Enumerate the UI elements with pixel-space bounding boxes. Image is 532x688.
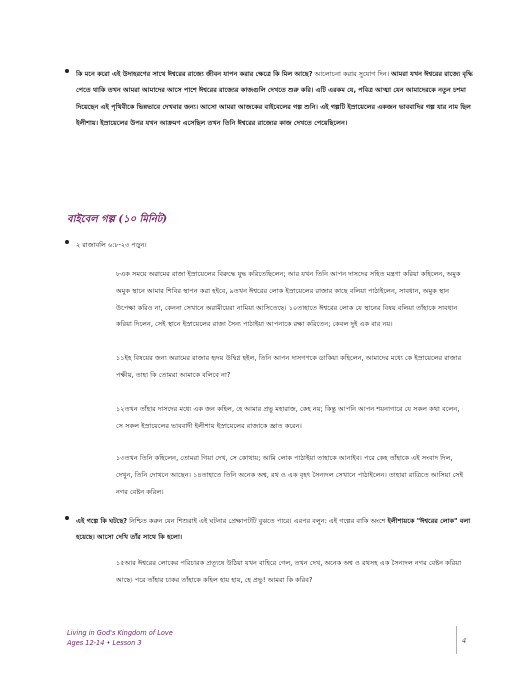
discussion-bullet-1 xyxy=(76,66,476,132)
bullet-1-text xyxy=(76,66,476,132)
story-paragraph: ১২তখন তাঁহার দাসদের মধ্যে এক জন কহিল, হে আমার প্রভু মহারাজ, কেহ নয়; কিন্তু আপনি আপন শয়নাগারে যে সকল কথা বলেন, সে সকল ইস্রায়েলের ভাববাদী ইলীশায় ইস্রায়েলের রাজাকে জ্ঞাত করেন। xyxy=(116,405,460,430)
section-heading: বাইবেল গল্প (১০ মিনিট) xyxy=(67,214,167,225)
scripture-reference: ২ রাজাবলি ৬:৮-২৩ পড়ুন। xyxy=(76,241,147,249)
discussion-bullet-2 xyxy=(76,513,476,546)
footer-series-title: Living in God's Kingdom of Love xyxy=(67,629,173,637)
story-paragraph: ৮এক সময়ে অরামের রাজা ইস্রায়েলের বিরুদ্ধে যুদ্ধ করিতেছিলেন; আর যখন তিনি আপন দাসদের সহিত মন্ত্রণা করিয়া কহিলেন, অমুক অমুক স্থানে আমার শিবির স্থাপন করা হইবে, ৯তখন ঈশ্বরের লোক ইস্রায়েলের রাজার কাছে বলিয়া পাঠাইলেন, সাবধান, অমুক স্থান উপেক্ষা করিও না, কেননা সেখানে অরামীয়েরা নামিয়া আসিতেছে। ১০তাহাতে ঈশ্বরের লোক যে স্থানের বিষয় বলিয়া তাঁহাকে সাবধান করিয়া দিলেন, সেই স্থানে ইস্রায়েলের রাজা সৈন্য পাঠাইয়া আপনাকে রক্ষা করিতেন; কেবল দুই এক বার নয়। xyxy=(116,270,461,329)
bullet-marker xyxy=(65,240,69,244)
story-paragraph: ১১ইহ বিষয়ের জন্য অরামের রাজার হৃদয় উদ্বিগ্ন হইল, তিনি আপন দাসগণকে ডাকিয়া কহিলেন, আমাদের মধ্যে কে ইস্রায়েলের রাজার পক্ষীয়, তাহা কি তোমরা আমাকে বলিবে না? xyxy=(116,354,462,379)
reading-bullet xyxy=(76,237,476,253)
teacher-prompt: নিশ্চিত করুন যেন শিশুরাই এই ঘটনার প্রেক্ষাপটটি বুঝতে পারে। এরপর বলুন: এই গল্পের বাকি অংশে xyxy=(127,517,386,525)
bullet-3-text xyxy=(76,513,476,546)
page-footer xyxy=(67,629,173,648)
teacher-prompt: আলোচনা করার সুযোগ দিন। xyxy=(312,70,390,78)
footer-lesson-info: Ages 12-14 • Lesson 3 xyxy=(67,638,142,647)
page-number: 4 xyxy=(462,637,467,645)
story-paragraph: ১৩তখন তিনি কহিলেন, তোমরা গিয়া দেখ, সে কোথায়; আমি লোক পাঠাইয়া তাহাকে আনাইব। পরে কেহ তাঁহাকে এই সংবাদ দিল, দেখুন, তিনি দোথনে আছেন। ১৪তাহাতে তিনি অনেক অশ্ব, রথ ও এক বৃহৎ সৈন্যদল সেখানে পাঠাইলেন। তাহারা রাত্রিতে আসিয়া সেই নগর বেষ্টন করিল। xyxy=(116,454,464,496)
footer-divider xyxy=(456,626,457,654)
discussion-body: ইলীশায়কে "ঈশ্বরের লোক" বলা হয়েছে। আসো দেখি তাঁর সাথে কি হলো। xyxy=(76,517,471,542)
discussion-question: কি মনে করো এই উদাহরণের সাথে ঈশ্বরের রাজ্যে জীবন যাপন করার ক্ষেত্রে কি মিল আছে? xyxy=(76,70,313,78)
discussion-question: এই গল্পে কি ঘটছে? xyxy=(76,517,128,525)
story-paragraph: ১৫আর ঈশ্বরের লোকের পরিচারক প্রত্যূষে উঠিয়া যখন বাহিরে গেল, তখন দেখ, অনেক অশ্ব ও রথসহ এক সৈন্যদল নগর বেষ্টন করিয়া আছে। পরে তাঁহার চাকর তাঁহাকে কহিল হায় হায়, হে প্রভু! আমরা কি করিব? xyxy=(116,559,462,584)
discussion-body: আমরা যখন ঈশ্বরের রাজ্যে বৃদ্ধি পেতে থাকি তখন আমরা আমাদের আসে পাশে ঈশ্বরের রাজ্যের কাজগুলি দেখতে শুরু করি। এটি এরকম যে, পবিত্র আত্মা যেন আমাদেরকে নতুন চশমা দিয়েছেন এই পৃথিবীকে ভিন্নভাবে দেখবার জন্য। আসো আমরা আজকের বাইবেলের গল্প শুনি। এই গল্পটি ইস্রায়েলের একজন ভাববাদির গল্প যার নাম ছিল ইলীশায়। ইস্রায়েলের উপর যখন আক্রমণ এসেছিল তখন তিনি ঈশ্বরের রাজ্যের কাজ দেখতে পেয়েছিলেন। xyxy=(76,70,473,128)
bullet-marker xyxy=(65,516,69,520)
bullet-marker xyxy=(65,69,69,73)
